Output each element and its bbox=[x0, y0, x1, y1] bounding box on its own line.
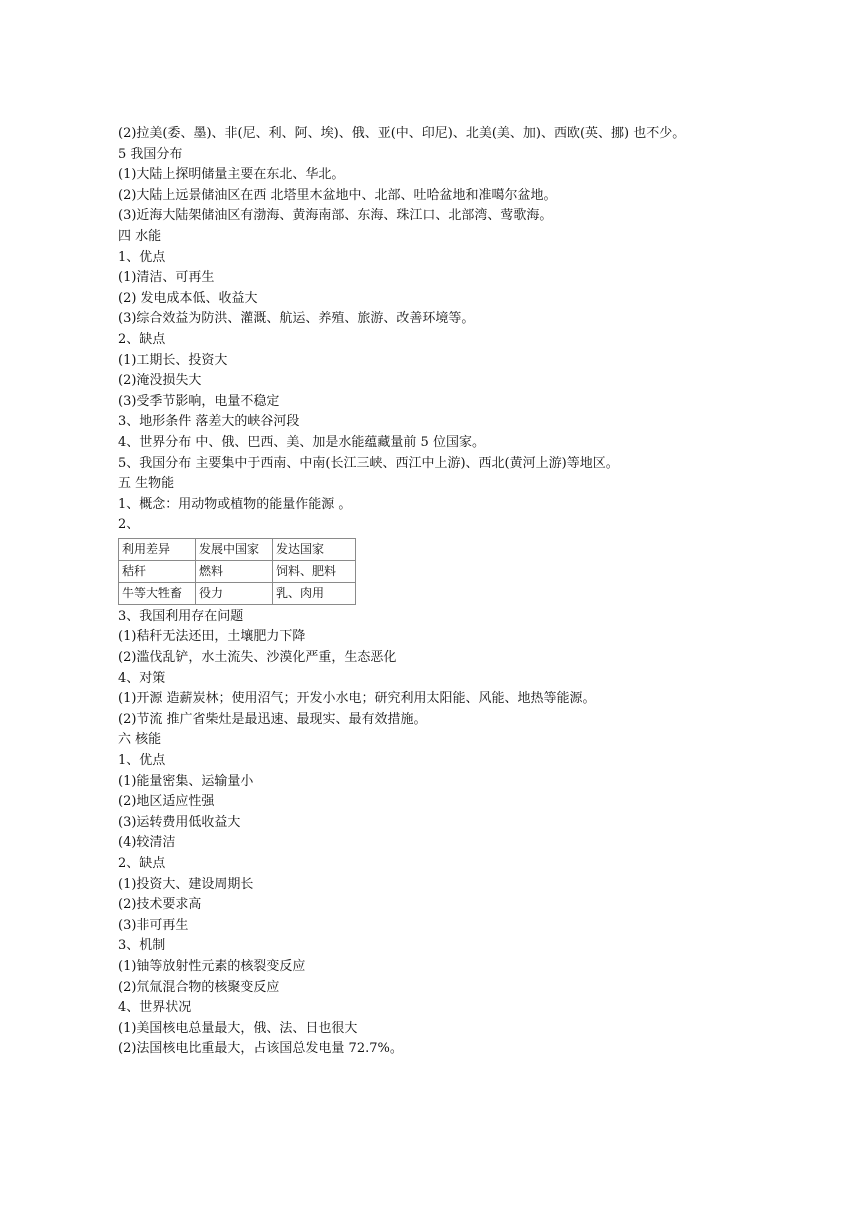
text-line: (1)美国核电总量最大，俄、法、日也很大 bbox=[118, 1020, 358, 1036]
table-cell: 发展中国家 bbox=[196, 538, 273, 560]
subheading: 2、缺点 bbox=[118, 331, 166, 347]
document-body bbox=[118, 124, 758, 1060]
text-line: (1)铀等放射性元素的核裂变反应 bbox=[118, 958, 306, 974]
subheading: 1、优点 bbox=[118, 753, 166, 769]
table-cell: 饲料、肥料 bbox=[273, 560, 356, 582]
subheading: 4、对策 bbox=[118, 670, 166, 686]
table-cell: 牛等大牲畜 bbox=[119, 582, 196, 604]
section-heading: 五 生物能 bbox=[118, 476, 175, 492]
text-line: 1、概念：用动物或植物的能量作能源 。 bbox=[118, 496, 352, 512]
text-line: 4、世界分布 中、俄、巴西、美、加是水能蕴藏量前 5 位国家。 bbox=[118, 434, 485, 450]
section-heading: 四 水能 bbox=[118, 228, 162, 244]
text-line: (2)淹没损失大 bbox=[118, 373, 202, 389]
table-cell: 役力 bbox=[196, 582, 273, 604]
text-line: (1)大陆上探明储量主要在东北、华北。 bbox=[118, 167, 345, 183]
section-heading: 5 我国分布 bbox=[118, 146, 183, 162]
text-line: (2)大陆上远景储油区在西 北塔里木盆地中、北部、吐哈盆地和准噶尔盆地。 bbox=[118, 187, 557, 203]
table-row bbox=[119, 560, 356, 582]
text-line: (2)地区适应性强 bbox=[118, 794, 215, 810]
text-line: (1)开源 造薪炭林；使用沼气；开发小水电；研究利用太阳能、风能、地热等能源。 bbox=[118, 691, 596, 707]
text-line: (2)法国核电比重最大，占该国总发电量 72.7%。 bbox=[118, 1041, 403, 1057]
text-line: (3)非可再生 bbox=[118, 917, 189, 933]
text-line: 5、我国分布 主要集中于西南、中南(长江三峡、西江中上游)、西北(黄河上游)等地区。 bbox=[118, 455, 619, 471]
section-heading: 六 核能 bbox=[118, 732, 162, 748]
text-line: (1)清洁、可再生 bbox=[118, 270, 215, 286]
table-cell: 秸秆 bbox=[119, 560, 196, 582]
table-cell: 乳、肉用 bbox=[273, 582, 356, 604]
subheading: 3、机制 bbox=[118, 938, 166, 954]
text-line: (3)受季节影响，电量不稳定 bbox=[118, 393, 280, 409]
text-line: (2) 发电成本低、收益大 bbox=[118, 290, 258, 306]
text-line: (2)节流 推广省柴灶是最迅速、最现实、最有效措施。 bbox=[118, 711, 427, 727]
text-line: (2)滥伐乱铲，水土流失、沙漠化严重，生态恶化 bbox=[118, 650, 397, 666]
text-line: (1)投资大、建设周期长 bbox=[118, 876, 254, 892]
biomass-usage-table bbox=[118, 538, 356, 605]
subheading: 3、我国利用存在问题 bbox=[118, 608, 244, 624]
table-row bbox=[119, 582, 356, 604]
text-line: (3)综合效益为防洪、灌溉、航运、养殖、旅游、改善环境等。 bbox=[118, 311, 475, 327]
text-line: (1)工期长、投资大 bbox=[118, 352, 228, 368]
subheading: 4、世界状况 bbox=[118, 1000, 192, 1016]
table-cell: 燃料 bbox=[196, 560, 273, 582]
text-line: (1)秸秆无法还田，土壤肥力下降 bbox=[118, 629, 306, 645]
text-line: (2)氘氚混合物的核聚变反应 bbox=[118, 979, 280, 995]
text-line: (2)拉美(委、墨)、非(尼、利、阿、埃)、俄、亚(中、印尼)、北美(美、加)、西欧(英、挪) 也不少。 bbox=[118, 126, 686, 141]
subheading: 2、 bbox=[118, 517, 140, 533]
text-line: (4)较清洁 bbox=[118, 835, 176, 851]
table-cell: 发达国家 bbox=[273, 538, 356, 560]
subheading: 1、优点 bbox=[118, 249, 166, 265]
text-line: (2)技术要求高 bbox=[118, 897, 202, 913]
subheading: 2、缺点 bbox=[118, 856, 166, 871]
text-line: (3)运转费用低收益大 bbox=[118, 814, 241, 830]
text-line: (3)近海大陆架储油区有渤海、黄海南部、东海、珠江口、北部湾、莺歌海。 bbox=[118, 208, 553, 224]
text-line: 3、地形条件 落差大的峡谷河段 bbox=[118, 414, 300, 430]
table-cell: 利用差异 bbox=[119, 538, 196, 560]
table-row bbox=[119, 538, 356, 560]
text-line: (1)能量密集、运输量小 bbox=[118, 773, 254, 789]
